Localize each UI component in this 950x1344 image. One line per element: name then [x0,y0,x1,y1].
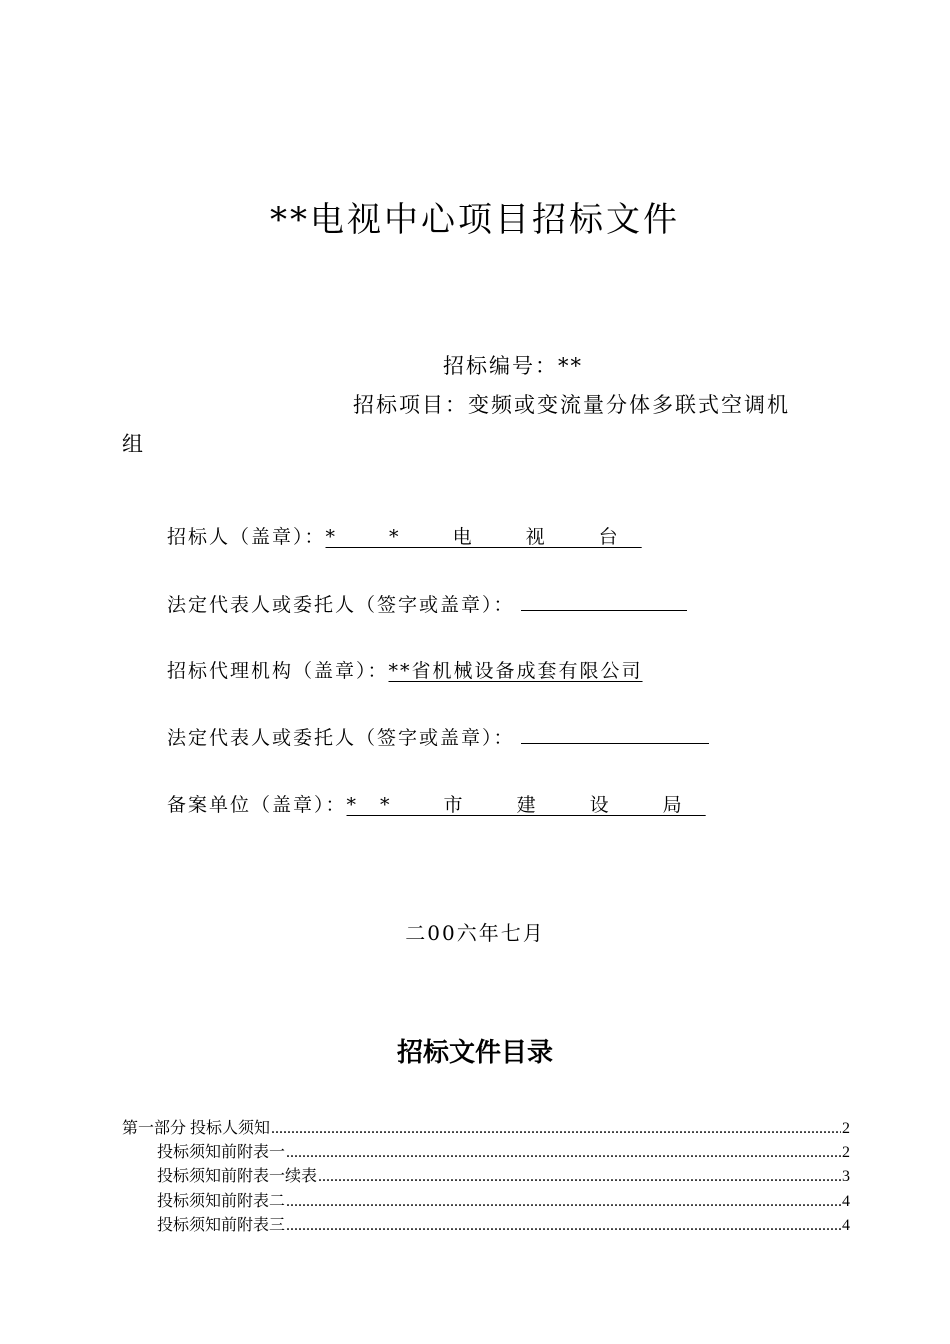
agency-label: 招标代理机构（盖章）： [167,660,389,682]
toc-item[interactable] [157,1139,850,1161]
toc-item-label: 投标须知前附表一续表 [157,1168,318,1185]
legal-rep-label-1: 法定代表人或委托人（签字或盖章）： [167,594,515,616]
toc-item-page: 2 [842,1144,850,1161]
signature-blank-1[interactable] [521,591,687,611]
toc-item[interactable] [157,1163,850,1185]
toc-item-page: 2 [842,1120,850,1137]
bid-number-value: ** [558,354,583,378]
toc-leader-dots [286,1144,841,1162]
toc-item-label: 投标须知前附表二 [157,1193,286,1210]
toc-leader-dots [286,1217,841,1235]
project-value-continued: 组 [122,432,145,456]
tenderer-field [167,522,642,549]
bid-number-label: 招标编号： [443,354,558,378]
toc-leader-dots [286,1193,841,1211]
filing-unit-label: 备案单位（盖章）： [167,794,347,816]
toc-item-label: 投标须知前附表三 [157,1217,286,1234]
toc-item-label: 第一部分 投标人须知 [122,1120,271,1137]
toc-leader-dots [271,1120,841,1138]
agency-value: **省机械设备成套有限公司 [388,660,643,682]
toc-item-page: 3 [842,1168,850,1185]
toc-item[interactable] [157,1212,850,1234]
toc-item[interactable] [122,1115,850,1137]
tenderer-label: 招标人（盖章）： [167,526,326,548]
toc-item-label: 投标须知前附表一 [157,1144,286,1161]
filing-unit-field [167,790,706,817]
toc-title: 招标文件目录 [396,1038,553,1068]
project-value: 变频或变流量分体多联式空调机 [468,393,790,417]
toc-item-page: 4 [842,1217,850,1234]
legal-rep-field-2 [167,723,709,750]
tenderer-value: * * 电 视 台 [325,526,642,548]
project-line [353,389,790,419]
legal-rep-label-2: 法定代表人或委托人（签字或盖章）： [167,727,515,749]
legal-rep-field-1 [167,590,687,617]
document-title: **电视中心项目招标文件 [270,200,680,240]
toc-item[interactable] [157,1188,850,1210]
agency-field [167,656,643,683]
toc-leader-dots [318,1168,841,1186]
toc-item-page: 4 [842,1193,850,1210]
bid-number-line [443,350,583,380]
document-date: 二00六年七月 [405,921,545,945]
filing-unit-value: ** 市 建 设 局 [346,794,706,816]
project-label: 招标项目： [353,393,468,417]
signature-blank-2[interactable] [521,724,709,744]
